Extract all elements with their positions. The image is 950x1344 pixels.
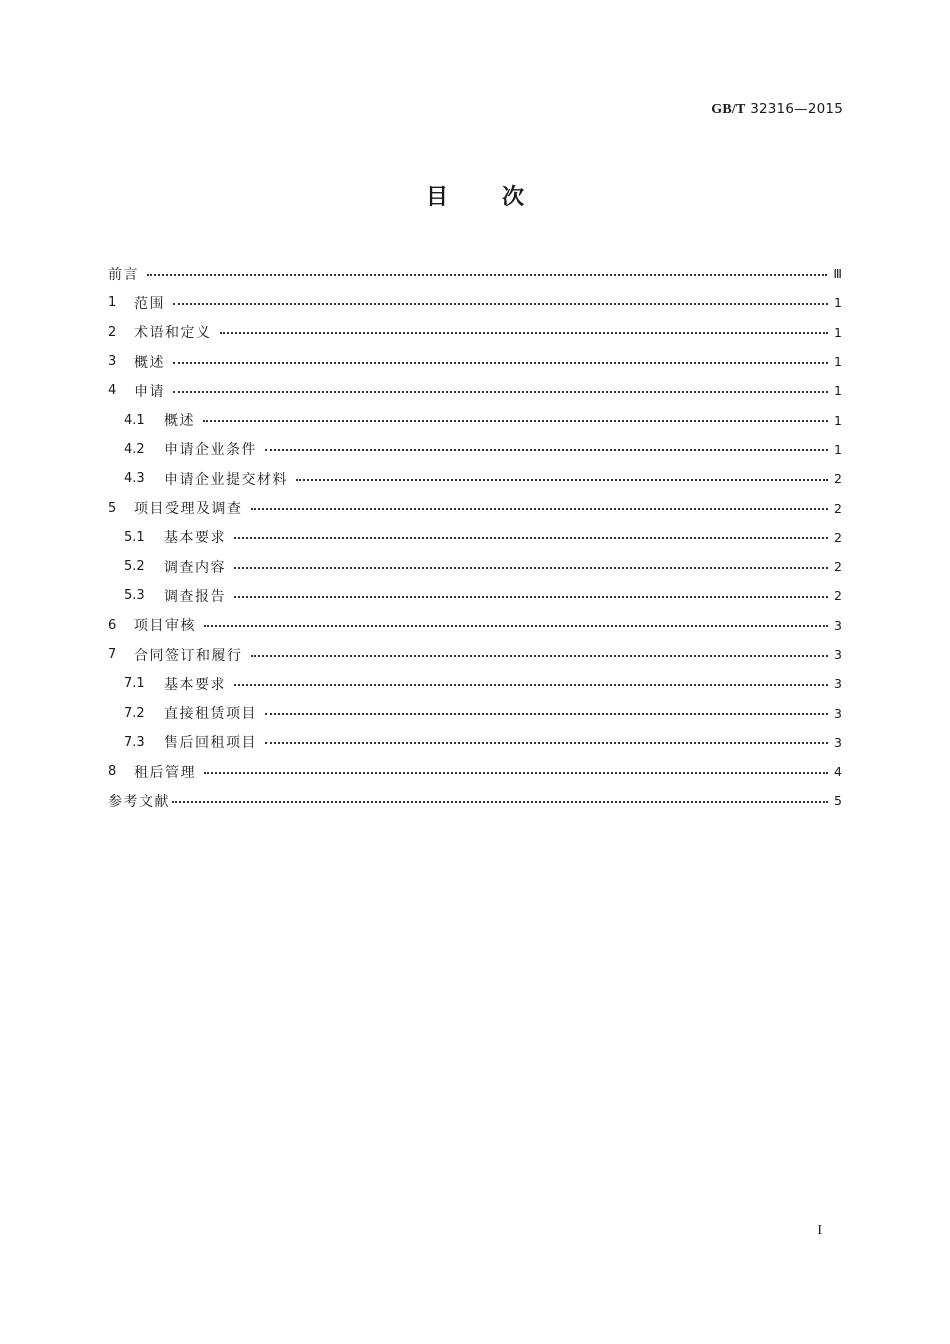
toc-leader-dots bbox=[203, 420, 828, 422]
toc-entry-label: 申请企业提交材料 bbox=[164, 471, 288, 488]
toc-entry-label: 合同签订和履行 bbox=[134, 647, 243, 664]
toc-entry-number: 8 bbox=[108, 764, 117, 780]
toc-entry-number: 3 bbox=[108, 354, 117, 370]
toc-entry[interactable] bbox=[108, 376, 842, 405]
standard-prefix: GB/T bbox=[711, 102, 746, 117]
toc-leader-dots bbox=[147, 274, 827, 276]
toc-entry-number: 4.2 bbox=[124, 441, 145, 457]
toc-leader-dots bbox=[296, 479, 828, 481]
toc-entry-page: 1 bbox=[834, 383, 842, 399]
toc-leader-dots bbox=[265, 713, 828, 715]
toc-entry-page: 3 bbox=[834, 676, 842, 692]
toc-leader-dots bbox=[251, 655, 829, 657]
toc-entry-label: 直接租赁项目 bbox=[164, 706, 257, 723]
toc-entry-number: 7.2 bbox=[124, 705, 145, 721]
toc-leader-dots bbox=[251, 508, 829, 510]
toc-entry-page: 3 bbox=[834, 617, 842, 633]
toc-entry-number: 5.1 bbox=[124, 529, 145, 545]
toc-entry-number: 2 bbox=[108, 324, 117, 340]
toc-entry-number: 5.2 bbox=[124, 559, 145, 575]
toc-entry-number: 7 bbox=[108, 647, 117, 662]
toc-entry-page: 5 bbox=[834, 793, 842, 809]
toc-entry-page: 2 bbox=[834, 500, 842, 516]
toc-entry[interactable] bbox=[108, 698, 842, 727]
toc-entry-number: 4 bbox=[108, 383, 117, 399]
toc-entry-label: 售后回租项目 bbox=[164, 735, 257, 752]
toc-leader-dots bbox=[204, 625, 828, 627]
table-of-contents bbox=[108, 259, 842, 816]
toc-entry-page: 1 bbox=[834, 441, 842, 457]
toc-entry-page: 3 bbox=[834, 647, 842, 662]
toc-entry-number: 5.3 bbox=[124, 588, 145, 604]
toc-entry[interactable] bbox=[108, 493, 842, 522]
toc-entry-number: 7.1 bbox=[124, 676, 145, 692]
toc-entry-page: 1 bbox=[834, 354, 842, 370]
toc-entry[interactable] bbox=[108, 347, 842, 376]
toc-entry[interactable] bbox=[108, 640, 842, 669]
toc-entry[interactable] bbox=[108, 552, 842, 581]
toc-entry-number: 4.3 bbox=[124, 471, 145, 487]
toc-entry-label: 租后管理 bbox=[134, 764, 196, 781]
toc-entry-label: 概述 bbox=[164, 413, 195, 430]
toc-entry[interactable] bbox=[108, 435, 842, 464]
toc-entry-label: 项目审核 bbox=[134, 618, 196, 635]
toc-entry-page: 1 bbox=[834, 324, 842, 340]
page-number: I bbox=[817, 1223, 822, 1238]
toc-entry[interactable] bbox=[108, 757, 842, 786]
toc-leader-dots bbox=[204, 772, 828, 774]
toc-entry-page: 3 bbox=[834, 705, 842, 721]
toc-entry-number: 4.1 bbox=[124, 412, 145, 428]
toc-entry[interactable] bbox=[108, 786, 842, 815]
toc-leader-dots bbox=[234, 684, 828, 686]
toc-entry[interactable] bbox=[108, 581, 842, 610]
toc-leader-dots bbox=[173, 391, 828, 393]
toc-entry-label: 参考文献 bbox=[108, 793, 170, 810]
toc-entry-label: 申请 bbox=[134, 383, 165, 400]
toc-entry-page: 2 bbox=[834, 588, 842, 604]
toc-entry-page: Ⅲ bbox=[833, 266, 842, 282]
toc-entry[interactable] bbox=[108, 405, 842, 434]
toc-leader-dots bbox=[172, 801, 828, 803]
toc-entry[interactable] bbox=[108, 728, 842, 757]
toc-entry-label: 术语和定义 bbox=[134, 325, 212, 342]
toc-leader-dots bbox=[234, 537, 828, 539]
page-title: 目次 bbox=[425, 185, 578, 210]
toc-entry-page: 2 bbox=[834, 559, 842, 575]
toc-entry-label: 调查报告 bbox=[164, 588, 226, 605]
toc-leader-dots bbox=[173, 362, 828, 364]
toc-entry[interactable] bbox=[108, 259, 842, 288]
toc-leader-dots bbox=[265, 742, 828, 744]
toc-leader-dots bbox=[234, 596, 828, 598]
toc-entry[interactable] bbox=[108, 464, 842, 493]
toc-entry[interactable] bbox=[108, 611, 842, 640]
toc-entry[interactable] bbox=[108, 669, 842, 698]
standard-code bbox=[711, 101, 843, 118]
toc-entry[interactable] bbox=[108, 288, 842, 317]
toc-entry-number: 6 bbox=[108, 617, 117, 633]
toc-entry-number: 1 bbox=[108, 295, 117, 311]
toc-entry-page: 2 bbox=[834, 529, 842, 545]
toc-entry-page: 1 bbox=[834, 295, 842, 311]
toc-entry-page: 3 bbox=[834, 734, 842, 750]
toc-entry[interactable] bbox=[108, 318, 842, 347]
toc-entry-label: 调查内容 bbox=[164, 559, 226, 576]
toc-entry-page: 2 bbox=[834, 471, 842, 487]
toc-entry[interactable] bbox=[108, 523, 842, 552]
standard-number: 32316—2015 bbox=[750, 101, 843, 117]
toc-leader-dots bbox=[265, 449, 828, 451]
toc-entry-number: 7.3 bbox=[124, 734, 145, 750]
toc-entry-label: 概述 bbox=[134, 354, 165, 371]
toc-entry-label: 基本要求 bbox=[164, 530, 226, 547]
toc-entry-page: 1 bbox=[834, 412, 842, 428]
toc-entry-label: 前言 bbox=[108, 266, 139, 283]
toc-entry-label: 申请企业条件 bbox=[164, 442, 257, 459]
toc-leader-dots bbox=[220, 332, 829, 334]
toc-entry-page: 4 bbox=[834, 764, 842, 780]
toc-entry-label: 范围 bbox=[134, 295, 165, 312]
toc-entry-label: 项目受理及调查 bbox=[134, 501, 243, 518]
toc-leader-dots bbox=[173, 303, 828, 305]
toc-leader-dots bbox=[234, 567, 828, 569]
toc-entry-label: 基本要求 bbox=[164, 676, 226, 693]
toc-entry-number: 5 bbox=[108, 500, 117, 516]
